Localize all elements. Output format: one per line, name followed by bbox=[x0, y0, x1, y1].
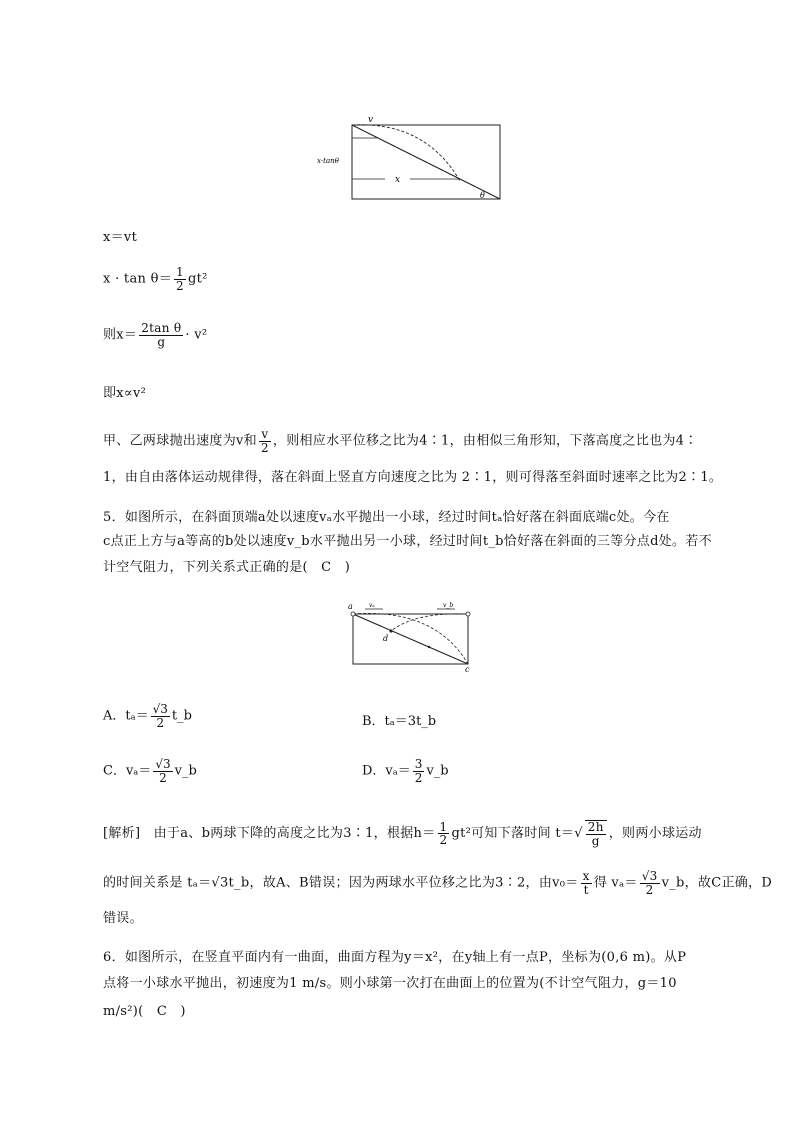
incline-line bbox=[352, 125, 500, 199]
question-5-line-2: c点正上方与a等高的b处以速度v_b水平抛出另一小球，经过时间t_b恰好落在斜面的三等分点d处。若不 bbox=[103, 534, 712, 549]
equation-3: 则x＝ $\frac{\text{2tan θ}}{g}$ · v² bbox=[103, 321, 208, 349]
option-b[interactable]: B．tₐ＝3t_b bbox=[362, 714, 437, 729]
incline-line bbox=[353, 614, 468, 664]
point-a bbox=[351, 612, 355, 616]
paragraph-1-line-1: 甲、乙两球抛出速度为v和 $\frac{v}{2}$ ，则相应水平位移之比为4∶1，由相似三角形知，下落高度之比也为4∶ bbox=[103, 427, 698, 455]
height-label: x·tanθ bbox=[317, 157, 339, 165]
point-third bbox=[428, 646, 430, 648]
question-5-line-1: 5．如图所示，在斜面顶端a处以速度vₐ水平抛出一小球，经过时间tₐ恰好落在斜面底端c处。今在 bbox=[103, 510, 670, 525]
fraction: $\frac{v}{2}$ bbox=[260, 427, 269, 455]
analysis-line-1: [解析] 由于a、b两球下降的高度之比为3∶1，根据h＝ $\frac{1}{2}$ gt²可知下落时间 t＝√ $\frac{2h}{g}$ ，则两小球运动 bbox=[103, 819, 702, 848]
question-5-line-3: 计空气阻力，下列关系式正确的是( C ) bbox=[103, 560, 351, 575]
equation-1: x＝vt bbox=[103, 230, 138, 245]
fraction: $\frac{√3}{2}$ bbox=[155, 757, 171, 785]
incline-figure-2 bbox=[345, 598, 480, 673]
fraction: $\frac{x}{t}$ bbox=[582, 869, 590, 897]
label-c: c bbox=[465, 665, 470, 673]
option-a[interactable]: A．tₐ＝ $\frac{√3}{2}$ t_b bbox=[103, 702, 192, 730]
fraction: $\frac{3}{2}$ bbox=[414, 757, 423, 785]
fraction: $\frac{√3}{2}$ bbox=[641, 869, 658, 897]
paragraph-1-line-2: 1，由自由落体运动规律得，落在斜面上竖直方向速度之比为 2∶1，则可得落至斜面时速率之比为2∶1。 bbox=[103, 470, 723, 485]
incline-figure-1 bbox=[315, 113, 505, 203]
label-vb: v_b bbox=[443, 602, 454, 609]
v-label: v bbox=[368, 115, 374, 125]
label-d: d bbox=[383, 634, 389, 643]
question-6-line-2: 点将一小球水平抛出，初速度为1 m/s。则小球第一次打在曲面上的位置为(不计空气阻力，g＝10 bbox=[103, 976, 677, 991]
label-a: a bbox=[348, 602, 353, 611]
option-c[interactable]: C．vₐ＝ $\frac{√3}{2}$ v_b bbox=[103, 757, 197, 785]
analysis-line-3: 错误。 bbox=[103, 911, 143, 926]
trajectory-b bbox=[391, 614, 468, 631]
equation-4: 即x∝v² bbox=[103, 386, 147, 401]
fraction: $\frac{1}{2}$ bbox=[176, 265, 184, 293]
x-label: x bbox=[395, 175, 401, 185]
angle-label: θ bbox=[480, 191, 485, 200]
equation-2: x · tan θ＝ $\frac{1}{2}$ gt² bbox=[103, 265, 208, 293]
fraction: $\frac{\text{2tan θ}}{g}$ bbox=[141, 321, 182, 349]
point-b bbox=[466, 612, 470, 616]
option-d[interactable]: D．vₐ＝ $\frac{3}{2}$ v_b bbox=[362, 757, 449, 785]
question-6-line-3: m/s²)( C ) bbox=[103, 1004, 186, 1019]
question-6-line-1: 6．如图所示，在竖直平面内有一曲面，曲面方程为y＝x²，在y轴上有一点P，坐标为(0,6 m)。从P bbox=[103, 950, 687, 965]
analysis-line-2: 的时间关系是 tₐ＝√3t_b，故A、B错误；因为两球水平位移之比为3∶2，由v₀＝ $\frac{x}{t}$ 得 vₐ＝ $\frac{√3}{2}$ v_b，故C正确，D bbox=[103, 869, 773, 897]
point-d bbox=[389, 629, 392, 632]
sqrt-fraction: $\frac{2h}{g}$ bbox=[585, 820, 607, 847]
fraction: $\frac{1}{2}$ bbox=[439, 819, 448, 848]
fraction: $\frac{√3}{2}$ bbox=[152, 702, 168, 730]
label-va: vₐ bbox=[369, 602, 375, 609]
